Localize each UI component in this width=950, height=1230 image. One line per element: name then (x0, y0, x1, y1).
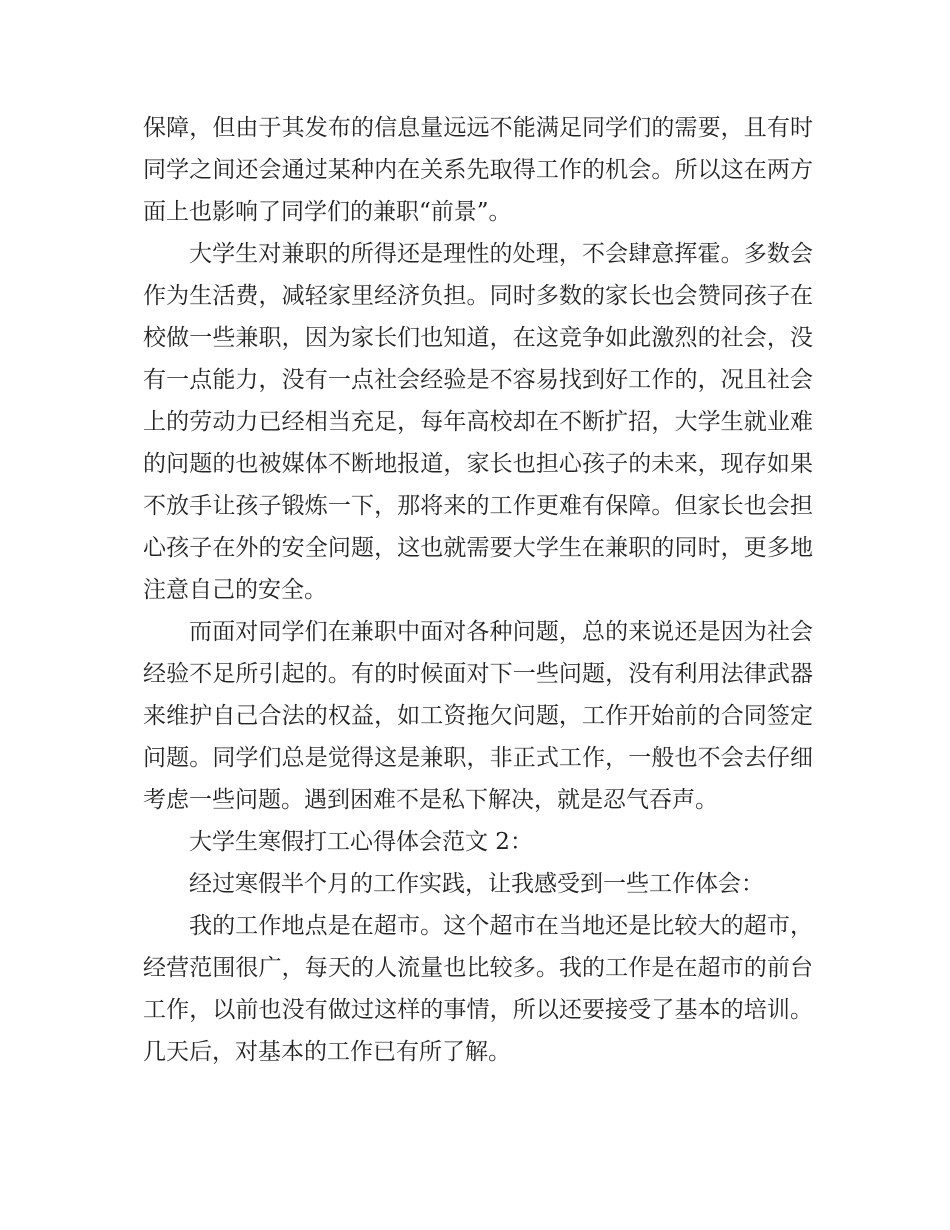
section-heading: 大学生寒假打工心得体会范文 2： (189, 829, 533, 855)
paragraph-intro: 经过寒假半个月的工作实践，让我感受到一些工作体会： (189, 871, 764, 897)
paragraph-problems: 而面对同学们在兼职中面对各种问题，总的来说还是因为社会经验不足所引起的。有的时候面对下一些问题，没有利用法律武器来维护自己合法的权益，如工资拖欠问题，工作开始前的合同签定问题。同学们总是觉得这是兼职，非正式工作，一般也不会去仔细考虑一些问题。遇到困难不是私下解决，就是忍气吞声。 (143, 619, 813, 813)
paragraph-income-usage: 大学生对兼职的所得还是理性的处理，不会肆意挥霍。多数会作为生活费，减轻家里经济负担。同时多数的家长也会赞同孩子在校做一些兼职，因为家长们也知道，在这竞争如此激烈的社会，没有一点能力，没有一点社会经验是不容易找到好工作的，况且社会上的劳动力已经相当充足，每年高校却在不断扩招，大学生就业难的问题的也被媒体不断地报道，家长也担心孩子的未来，现存如果不放手让孩子锻炼一下，那将来的工作更难有保障。但家长也会担心孩子在外的安全问题，这也就需要大学生在兼职的同时，更多地注意自己的安全。 (143, 241, 813, 603)
paragraph-workplace: 我的工作地点是在超市。这个超市在当地还是比较大的超市，经营范围很广，每天的人流量也比较多。我的工作是在超市的前台工作，以前也没有做过这样的事情，所以还要接受了基本的培训。几天后，对基本的工作已有所了解。 (143, 913, 813, 1065)
document-page (143, 107, 813, 1073)
paragraph-continuation: 保障，但由于其发布的信息量远远不能满足同学们的需要，且有时同学之间还会通过某种内在关系先取得工作的机会。所以这在两方面上也影响了同学们的兼职“前景”。 (143, 115, 813, 225)
